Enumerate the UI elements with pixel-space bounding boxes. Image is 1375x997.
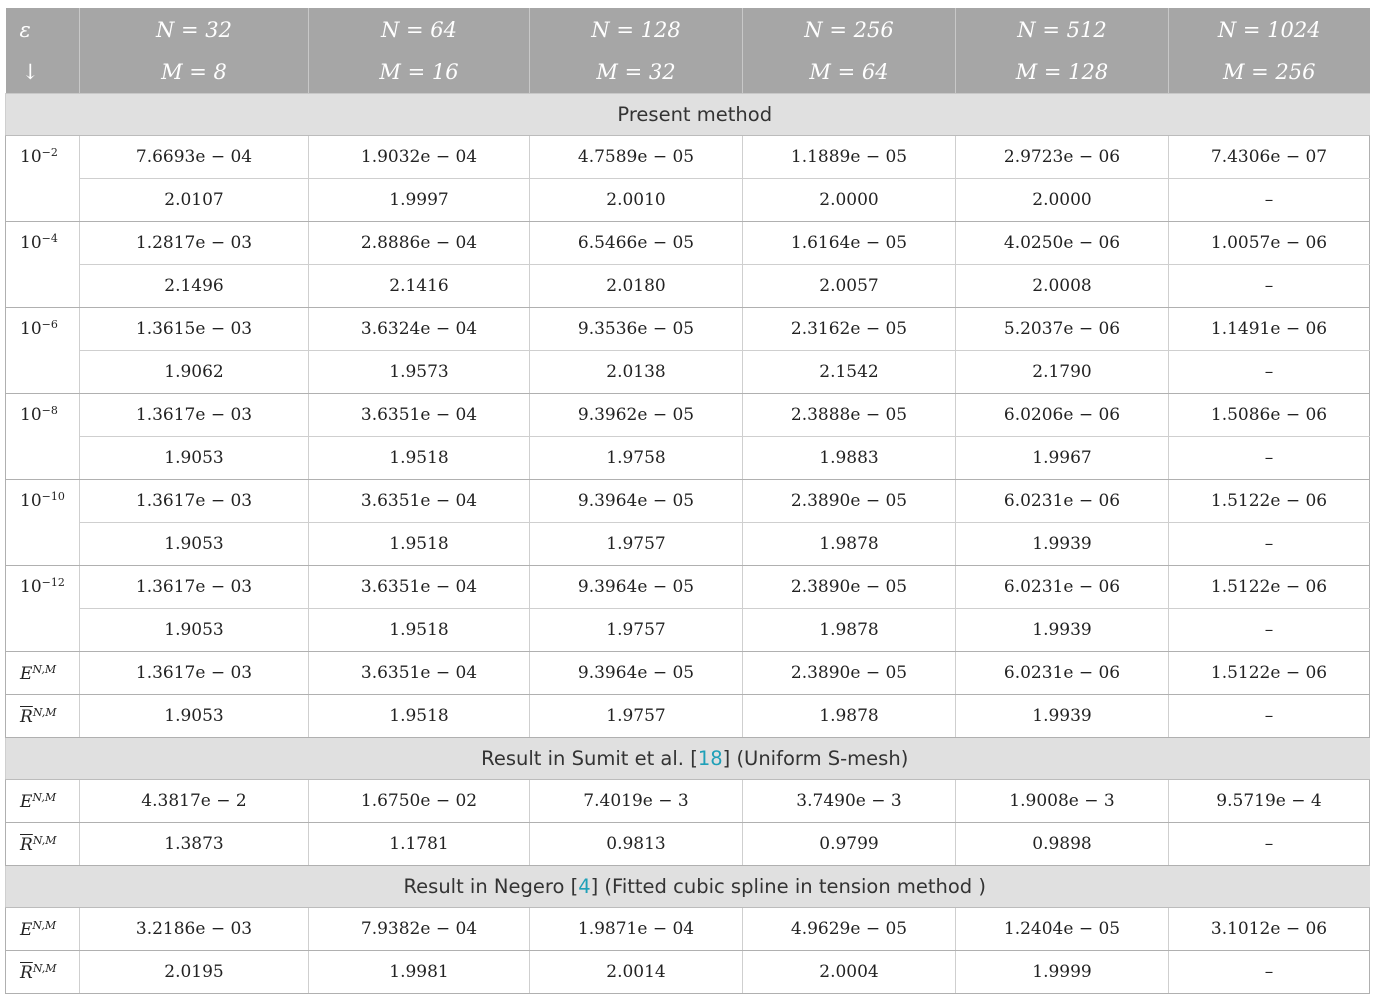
- epsilon-base: 10: [20, 233, 42, 253]
- error-value: 7.4306e − 07: [1169, 136, 1370, 179]
- rate-value: 1.1781: [309, 823, 530, 866]
- rate-value: 1.9883: [743, 437, 956, 480]
- section-text: ] (Uniform S-mesh): [722, 747, 909, 770]
- section-present-method: [6, 94, 1370, 136]
- header-m: M = 8: [80, 51, 309, 94]
- error-value: 1.3617e − 03: [80, 566, 309, 609]
- error-value: 2.8886e − 04: [309, 222, 530, 265]
- error-value: 1.6750e − 02: [309, 780, 530, 823]
- error-label: [6, 908, 80, 951]
- rate-value: 0.9813: [530, 823, 743, 866]
- error-value: 1.9008e − 3: [956, 780, 1169, 823]
- error-value: 1.6164e − 05: [743, 222, 956, 265]
- epsilon-value: [6, 136, 80, 222]
- rate-value: –: [1169, 695, 1370, 738]
- error-value: 9.5719e − 4: [1169, 780, 1370, 823]
- error-value: 1.3617e − 03: [80, 652, 309, 695]
- header-m: M = 64: [743, 51, 956, 94]
- rate-value: 1.9939: [956, 695, 1169, 738]
- header-n: N = 128: [530, 8, 743, 51]
- error-value: 3.6351e − 04: [309, 566, 530, 609]
- error-value: 9.3964e − 05: [530, 480, 743, 523]
- symbol-base: E: [20, 919, 33, 940]
- error-value: 2.9723e − 06: [956, 136, 1169, 179]
- epsilon-error-row: [6, 136, 1370, 179]
- rate-value: 2.0010: [530, 179, 743, 222]
- error-value: 9.3962e − 05: [530, 394, 743, 437]
- rate-value: 1.9573: [309, 351, 530, 394]
- rate-value: –: [1169, 179, 1370, 222]
- rate-value: 1.3873: [80, 823, 309, 866]
- rate-value: –: [1169, 609, 1370, 652]
- rate-value: 2.1542: [743, 351, 956, 394]
- header-m: M = 32: [530, 51, 743, 94]
- error-value: 4.3817e − 2: [80, 780, 309, 823]
- error-value: 1.9032e − 04: [309, 136, 530, 179]
- error-value: 9.3536e − 05: [530, 308, 743, 351]
- error-value: 7.4019e − 3: [530, 780, 743, 823]
- rate-value: 1.9757: [530, 523, 743, 566]
- epsilon-value: [6, 308, 80, 394]
- epsilon-rate-row: [6, 265, 1370, 308]
- rate-value: –: [1169, 265, 1370, 308]
- header-epsilon: ε: [6, 8, 80, 51]
- rate-value: 1.9062: [80, 351, 309, 394]
- rate-row: [6, 823, 1370, 866]
- error-value: 2.3890e − 05: [743, 566, 956, 609]
- max-error-row: [6, 780, 1370, 823]
- rate-value: 2.0057: [743, 265, 956, 308]
- rate-value: 1.9053: [80, 609, 309, 652]
- header-n: N = 512: [956, 8, 1169, 51]
- rate-value: 1.9518: [309, 523, 530, 566]
- rate-value: 1.9997: [309, 179, 530, 222]
- error-value: 3.2186e − 03: [80, 908, 309, 951]
- epsilon-value: [6, 222, 80, 308]
- section-title: [6, 866, 1370, 908]
- error-value: 7.9382e − 04: [309, 908, 530, 951]
- citation-link[interactable]: 18: [697, 747, 723, 770]
- rate-value: 2.0000: [956, 179, 1169, 222]
- error-value: 9.3964e − 05: [530, 566, 743, 609]
- header-arrow: ↓: [6, 51, 80, 94]
- error-label: [6, 652, 80, 695]
- epsilon-error-row: [6, 566, 1370, 609]
- max-error-row: [6, 652, 1370, 695]
- error-value: 1.3615e − 03: [80, 308, 309, 351]
- header-row-m: [6, 51, 1370, 94]
- rate-value: 2.0180: [530, 265, 743, 308]
- header-n: N = 1024: [1169, 8, 1370, 51]
- epsilon-base: 10: [20, 577, 42, 597]
- rate-label: [6, 823, 80, 866]
- epsilon-value: [6, 394, 80, 480]
- error-label: [6, 780, 80, 823]
- section-title: [6, 738, 1370, 780]
- error-value: 1.5122e − 06: [1169, 480, 1370, 523]
- error-value: 1.5086e − 06: [1169, 394, 1370, 437]
- rate-value: 1.9939: [956, 609, 1169, 652]
- rate-value: 2.1790: [956, 351, 1169, 394]
- rate-value: –: [1169, 951, 1370, 994]
- rate-value: 2.0138: [530, 351, 743, 394]
- error-value: 6.0231e − 06: [956, 480, 1169, 523]
- rate-value: 1.9518: [309, 609, 530, 652]
- rate-value: 1.9981: [309, 951, 530, 994]
- rate-value: –: [1169, 823, 1370, 866]
- header-n: N = 256: [743, 8, 956, 51]
- rate-value: 1.9878: [743, 523, 956, 566]
- epsilon-exponent: −4: [41, 232, 58, 245]
- error-value: 7.6693e − 04: [80, 136, 309, 179]
- rate-value: 0.9898: [956, 823, 1169, 866]
- symbol-superscript: N,M: [32, 790, 57, 804]
- error-value: 4.7589e − 05: [530, 136, 743, 179]
- symbol-superscript: N,M: [32, 961, 57, 975]
- rate-value: 2.0014: [530, 951, 743, 994]
- results-table: [5, 8, 1370, 994]
- header-n: N = 64: [309, 8, 530, 51]
- rate-value: 2.0195: [80, 951, 309, 994]
- section-text: ] (Fitted cubic spline in tension method ): [590, 875, 986, 898]
- symbol-base: E: [20, 791, 33, 812]
- epsilon-rate-row: [6, 437, 1370, 480]
- epsilon-value: [6, 480, 80, 566]
- error-value: 6.0231e − 06: [956, 566, 1169, 609]
- epsilon-error-row: [6, 480, 1370, 523]
- rate-value: 1.9967: [956, 437, 1169, 480]
- epsilon-exponent: −2: [41, 146, 58, 159]
- error-value: 1.9871e − 04: [530, 908, 743, 951]
- epsilon-value: [6, 566, 80, 652]
- rate-value: 1.9518: [309, 695, 530, 738]
- epsilon-base: 10: [20, 405, 42, 425]
- symbol-superscript: N,M: [32, 918, 57, 932]
- section-text: Result in Sumit et al. [: [481, 747, 698, 770]
- rate-value: 1.9757: [530, 609, 743, 652]
- rate-value: –: [1169, 351, 1370, 394]
- rate-row: [6, 695, 1370, 738]
- error-value: 9.3964e − 05: [530, 652, 743, 695]
- symbol-base: $\overline{R}$: [20, 962, 33, 983]
- rate-value: 1.9053: [80, 437, 309, 480]
- header-n: N = 32: [80, 8, 309, 51]
- epsilon-base: 10: [20, 147, 42, 167]
- section-sumit: [6, 738, 1370, 780]
- symbol-base: $\overline{R}$: [20, 706, 33, 727]
- error-value: 3.6351e − 04: [309, 394, 530, 437]
- rate-label: [6, 951, 80, 994]
- error-value: 6.0206e − 06: [956, 394, 1169, 437]
- error-value: 3.6351e − 04: [309, 480, 530, 523]
- epsilon-base: 10: [20, 319, 42, 339]
- error-value: 4.0250e − 06: [956, 222, 1169, 265]
- error-value: 1.2817e − 03: [80, 222, 309, 265]
- symbol-base: E: [20, 663, 33, 684]
- error-value: 2.3890e − 05: [743, 480, 956, 523]
- epsilon-exponent: −12: [41, 576, 65, 589]
- error-value: 1.0057e − 06: [1169, 222, 1370, 265]
- citation-link[interactable]: 4: [578, 875, 591, 898]
- rate-value: 1.9518: [309, 437, 530, 480]
- error-value: 1.3617e − 03: [80, 394, 309, 437]
- epsilon-rate-row: [6, 179, 1370, 222]
- rate-value: 1.9878: [743, 609, 956, 652]
- rate-value: 1.9758: [530, 437, 743, 480]
- rate-value: 0.9799: [743, 823, 956, 866]
- error-value: 1.1491e − 06: [1169, 308, 1370, 351]
- max-error-row: [6, 908, 1370, 951]
- rate-label: [6, 695, 80, 738]
- rate-value: 2.0008: [956, 265, 1169, 308]
- symbol-superscript: N,M: [32, 833, 57, 847]
- epsilon-base: 10: [20, 491, 42, 511]
- header-row-n: [6, 8, 1370, 51]
- error-value: 1.5122e − 06: [1169, 652, 1370, 695]
- section-text: Result in Negero [: [403, 875, 579, 898]
- error-value: 1.3617e − 03: [80, 480, 309, 523]
- rate-value: –: [1169, 523, 1370, 566]
- symbol-base: $\overline{R}$: [20, 834, 33, 855]
- rate-value: 2.0004: [743, 951, 956, 994]
- epsilon-error-row: [6, 222, 1370, 265]
- section-negero: [6, 866, 1370, 908]
- error-value: 6.0231e − 06: [956, 652, 1169, 695]
- error-value: 3.7490e − 3: [743, 780, 956, 823]
- epsilon-rate-row: [6, 523, 1370, 566]
- error-value: 1.5122e − 06: [1169, 566, 1370, 609]
- rate-row: [6, 951, 1370, 994]
- rate-value: 2.1416: [309, 265, 530, 308]
- error-value: 6.5466e − 05: [530, 222, 743, 265]
- rate-value: 1.9878: [743, 695, 956, 738]
- epsilon-exponent: −6: [41, 318, 58, 331]
- error-value: 2.3888e − 05: [743, 394, 956, 437]
- epsilon-exponent: −10: [41, 490, 65, 503]
- section-title: Present method: [6, 94, 1370, 136]
- epsilon-error-row: [6, 308, 1370, 351]
- header-m: M = 16: [309, 51, 530, 94]
- rate-value: 1.9053: [80, 695, 309, 738]
- error-value: 1.2404e − 05: [956, 908, 1169, 951]
- epsilon-exponent: −8: [41, 404, 58, 417]
- symbol-superscript: N,M: [32, 662, 57, 676]
- epsilon-rate-row: [6, 609, 1370, 652]
- error-value: 3.6351e − 04: [309, 652, 530, 695]
- rate-value: 2.0107: [80, 179, 309, 222]
- rate-value: 1.9053: [80, 523, 309, 566]
- symbol-superscript: N,M: [32, 705, 57, 719]
- error-value: 5.2037e − 06: [956, 308, 1169, 351]
- rate-value: 2.0000: [743, 179, 956, 222]
- error-value: 2.3162e − 05: [743, 308, 956, 351]
- error-value: 3.6324e − 04: [309, 308, 530, 351]
- rate-value: 1.9939: [956, 523, 1169, 566]
- error-value: 3.1012e − 06: [1169, 908, 1370, 951]
- error-value: 4.9629e − 05: [743, 908, 956, 951]
- header-m: M = 128: [956, 51, 1169, 94]
- header-m: M = 256: [1169, 51, 1370, 94]
- rate-value: –: [1169, 437, 1370, 480]
- rate-value: 1.9999: [956, 951, 1169, 994]
- rate-value: 1.9757: [530, 695, 743, 738]
- rate-value: 2.1496: [80, 265, 309, 308]
- error-value: 1.1889e − 05: [743, 136, 956, 179]
- epsilon-rate-row: [6, 351, 1370, 394]
- error-value: 2.3890e − 05: [743, 652, 956, 695]
- epsilon-error-row: [6, 394, 1370, 437]
